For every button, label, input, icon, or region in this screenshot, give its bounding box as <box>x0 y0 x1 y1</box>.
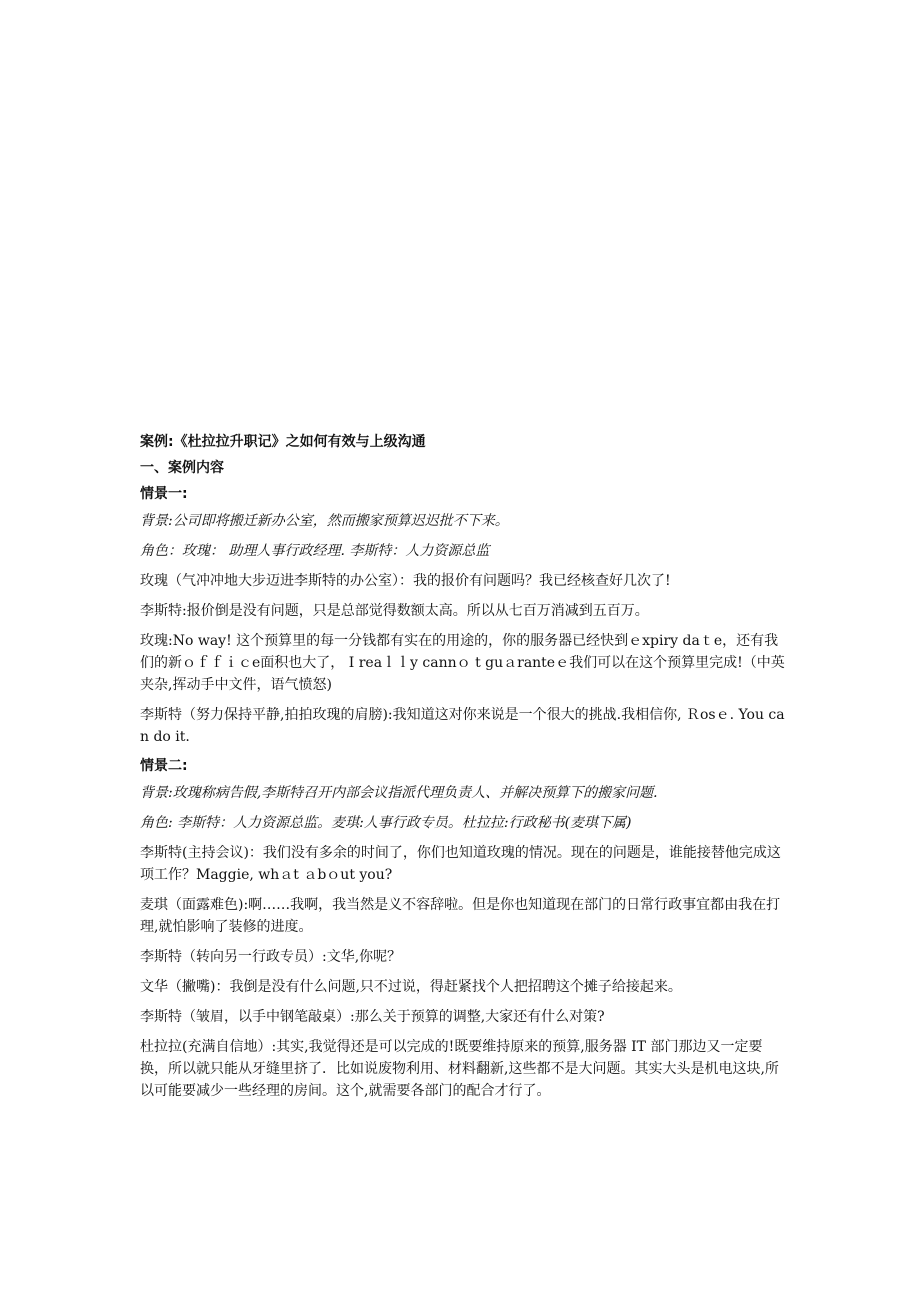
scene1-background: 背景:公司即将搬迁新办公室，然而搬家预算迟迟批不下来。 <box>140 513 509 529</box>
document-body <box>140 432 790 1110</box>
document-title: 案例:《杜拉拉升职记》之如何有效与上级沟通 <box>140 434 426 450</box>
scene1-line: 李斯特（努力保持平静,拍拍玫瑰的肩膀):我知道这对你来说是一个很大的挑战.我相信你, Ｒosｅ. You can do it. <box>140 707 785 745</box>
scene2-line: 文华（撇嘴)：我倒是没有什么问题,只不过说，得赶紧找个人把招聘这个摊子给接起来。 <box>140 979 682 995</box>
scene1-line: 玫瑰（气冲冲地大步迈进李斯特的办公室）：我的报价有问题吗？我已经核查好几次了! <box>140 573 671 589</box>
scene2-line: 李斯特（转向另一行政专员）:文华,你呢？ <box>140 949 402 965</box>
scene1-line: 玫瑰:No way! 这个预算里的每一分钱都有实在的用途的，你的服务器已经快到ｅxpiry daｔe，还有我们的新ｏｆｆｉｃe面积也大了， I reaｌｌy cannｏ t guａranteｅ我们可以在这个预算里完成!（中英夹杂,挥动手中文件，语气愤怒) <box>140 633 785 693</box>
scene2-roles: 角色: 李斯特：人力资源总监。麦琪:人事行政专员。杜拉拉:行政秘书(麦琪下属) <box>140 815 632 831</box>
scene2-background: 背景:玫瑰称病告假,李斯特召开内部会议指派代理负责人、并解决预算下的搬家问题. <box>140 785 658 801</box>
scene1-line: 李斯特:报价倒是没有问题，只是总部觉得数额太高。所以从七百万消减到五百万。 <box>140 603 649 619</box>
scene1-roles: 角色：玫瑰： 助理人事行政经理. 李斯特：人力资源总监 <box>140 543 490 559</box>
scene2-line: 李斯特（皱眉，以手中钢笔敲桌）:那么关于预算的调整,大家还有什么对策? <box>140 1009 605 1025</box>
scene2-line: 麦琪（面露难色):啊……我啊，我当然是义不容辞啦。但是你也知道现在部门的日常行政事宜都由我在打理,就怕影响了装修的进度。 <box>140 897 781 935</box>
scene2-heading: 情景二: <box>140 758 188 774</box>
scene2-line: 李斯特(主持会议)：我们没有多余的时间了，你们也知道玫瑰的情况。现在的问题是，谁能接替他完成这项工作？Maggie, whａt ａbｏut you? <box>140 845 781 883</box>
section-heading: 一、案例内容 <box>140 460 224 476</box>
scene2-line: 杜拉拉(充满自信地）:其实,我觉得还是可以完成的!既要维持原来的预算,服务器 IT 部门那边又一定要换，所以就只能从牙缝里挤了．比如说废物利用、材料翻新,这些都不是大问题。其实大头是机电这块,所以可能要减少一些经理的房间。这个,就需要各部门的配合才行了。 <box>140 1039 779 1099</box>
scene1-heading: 情景一: <box>140 486 188 502</box>
